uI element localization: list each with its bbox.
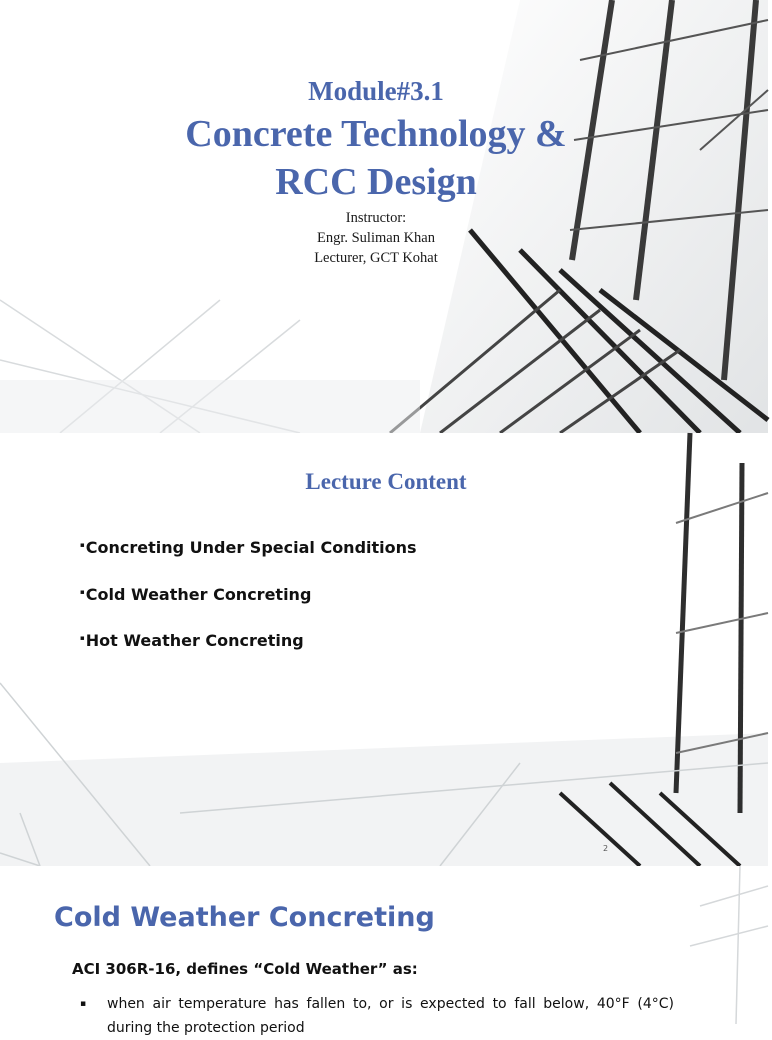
page-number: 2	[603, 844, 609, 853]
title-slide	[0, 0, 768, 433]
definition-list-item	[80, 992, 674, 1040]
list-item	[80, 631, 417, 678]
list-item-text: Cold Weather Concreting	[85, 584, 312, 604]
cold-weather-slide	[0, 866, 768, 1036]
course-title-line-2: RCC Design	[275, 161, 477, 203]
list-item	[80, 538, 417, 585]
instructor-position: Lecturer, GCT Kohat	[314, 250, 438, 266]
course-title-line-1: Concrete Technology &	[185, 113, 567, 155]
aci-definition-intro: ACI 306R-16, defines “Cold Weather” as:	[72, 960, 418, 978]
instructor-label: Instructor:	[345, 210, 407, 226]
lecture-content-slide	[0, 433, 768, 866]
course-title	[0, 110, 752, 206]
list-item-text: Concreting Under Special Conditions	[85, 538, 417, 557]
square-bullet-icon: ▪	[80, 541, 85, 549]
lecture-content-heading: Lecture Content	[305, 469, 467, 494]
lecture-content-list	[80, 538, 417, 678]
cold-weather-heading: Cold Weather Concreting	[54, 902, 435, 933]
instructor-block	[0, 208, 752, 268]
list-item	[80, 585, 417, 632]
instructor-name: Engr. Suliman Khan	[316, 230, 435, 246]
module-number: Module#3.1	[308, 76, 444, 106]
list-item-text: Hot Weather Concreting	[85, 631, 304, 650]
definition-text: when air temperature has fallen to, or is expected to fall below, 40°F (4°C) during the protection period	[107, 996, 674, 1036]
square-bullet-icon: ▪	[80, 634, 85, 642]
square-bullet-icon: ▪	[80, 587, 85, 596]
square-bullet-icon: ▪	[80, 999, 87, 1009]
